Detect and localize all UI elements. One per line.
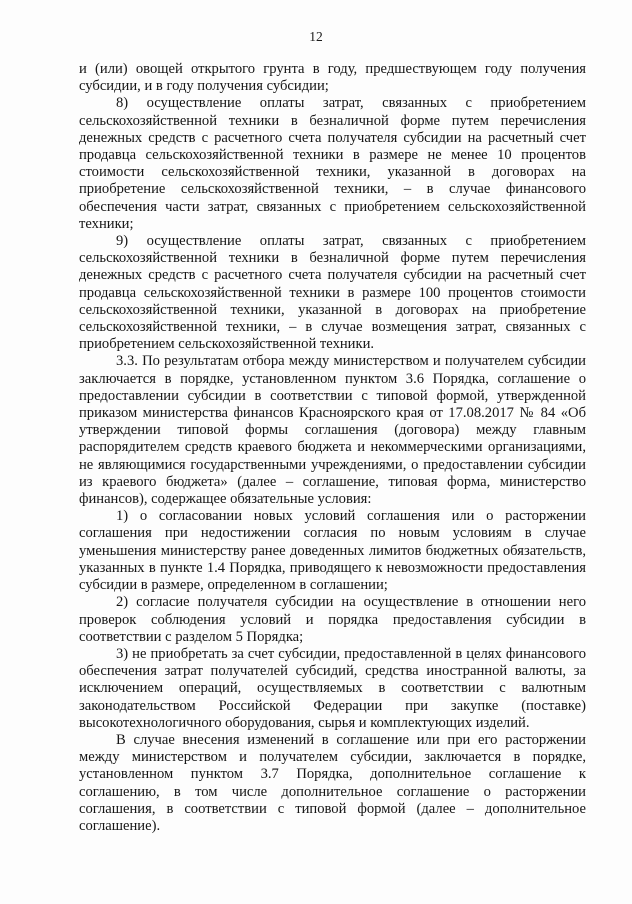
paragraph-condition-1: 1) о согласовании новых условий соглашения или о расторжении соглашения при недостижении согласия по новым условиям в случае уменьшения министерству ранее доведенных лимитов бюджетных обязательств, указанных в пункте 1.4 Порядка, приводящего к невозможности предоставления субсидии в размере, определенном в соглашении; — [79, 508, 586, 594]
paragraph-amendments: В случае внесения изменений в соглашение или при его расторжении между министерством и получателем субсидии, заключается в порядке, установленном пунктом 3.7 Порядка, дополнительное соглашение к соглашению, в том числе дополнительное соглашение о расторжении соглашения, в соответствии с типовой формой (далее – дополнительное соглашение). — [79, 731, 586, 834]
document-body — [79, 61, 586, 835]
paragraph-section-3-3: 3.3. По результатам отбора между министерством и получателем субсидии заключается в порядке, установленном пунктом 3.6 Порядка, соглашение о предоставлении субсидии в соответствии с типовой формой, утвержденной приказом министерства финансов Красноярского края от 17.08.2017 № 84 «Об утверждении типовой формы соглашения (договора) между главным распорядителем средств краевого бюджета и некоммерческими организациями, не являющимися государственными учреждениями, о предоставлении субсидии из краевого бюджета» (далее – соглашение, типовая форма, министерство финансов), содержащее обязательные условия: — [79, 353, 586, 508]
paragraph-condition-2: 2) согласие получателя субсидии на осуществление в отношении него проверок соблюдения условий и порядка предоставления субсидии в соответствии с разделом 5 Порядка; — [79, 594, 586, 645]
paragraph-continuation: и (или) овощей открытого грунта в году, предшествующем году получения субсидии, и в году получения субсидии; — [79, 61, 586, 95]
paragraph-item-8: 8) осуществление оплаты затрат, связанных с приобретением сельскохозяйственной техники в безналичной форме путем перечисления денежных средств с расчетного счета получателя субсидии на расчетный счет продавца сельскохозяйственной техники в размере не менее 10 процентов стоимости сельскохозяйственной техники, указанной в договорах на приобретение сельскохозяйственной техники, – в случае финансового обеспечения части затрат, связанных с приобретением сельскохозяйственной техники; — [79, 95, 586, 232]
paragraph-condition-3: 3) не приобретать за счет субсидии, предоставленной в целях финансового обеспечения затрат получателей субсидий, средства иностранной валюты, за исключением операций, осуществляемых в соответствии с валютным законодательством Российской Федерации при закупке (поставке) высокотехнологичного оборудования, сырья и комплектующих изделий. — [79, 645, 586, 731]
page-number: 12 — [309, 29, 323, 44]
paragraph-item-9: 9) осуществление оплаты затрат, связанных с приобретением сельскохозяйственной техники в безналичной форме путем перечисления денежных средств с расчетного счета получателя субсидии на расчетный счет продавца сельскохозяйственной техники в размере 100 процентов стоимости сельскохозяйственной техники, указанной в договорах на приобретение сельскохозяйственной техники, – в случае возмещения затрат, связанных с приобретением сельскохозяйственной техники. — [79, 233, 586, 353]
